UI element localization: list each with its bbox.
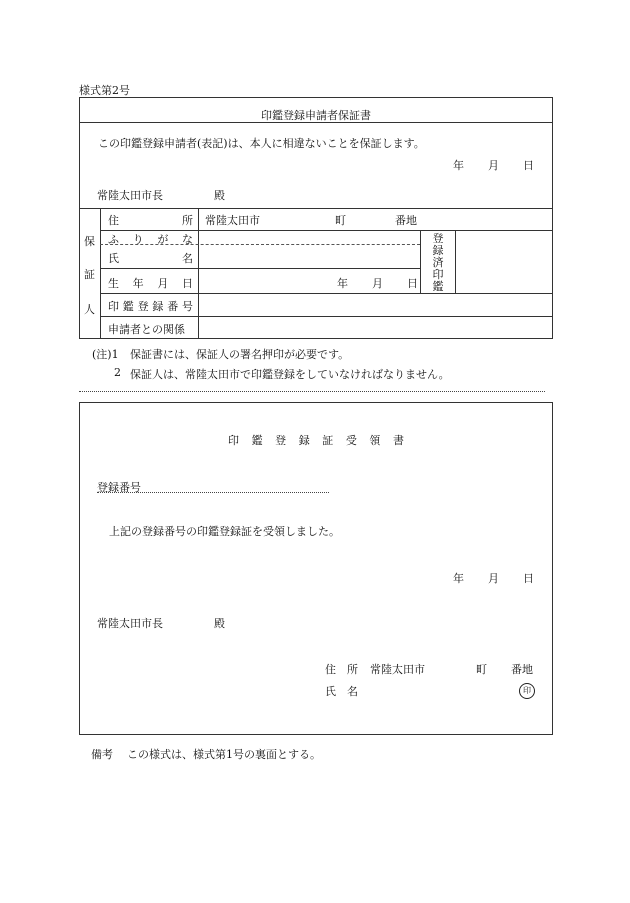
label-col-line <box>198 208 199 339</box>
seal-col-left-line <box>420 230 421 293</box>
table-top-line <box>79 208 553 209</box>
note-prefix: (注)1 <box>92 348 119 361</box>
receipt-date-month: 月 <box>488 572 499 585</box>
guarantee-addressee: 常陸太田市長 <box>97 189 163 202</box>
receipt-date-day: 日 <box>523 572 534 585</box>
receipt-name-label: 氏 名 <box>325 685 358 698</box>
address-city: 常陸太田市 <box>205 214 260 227</box>
birth-label: 生 年 月 日 <box>108 277 193 290</box>
receipt-addressee: 常陸太田市長 <box>97 617 163 630</box>
birth-day-unit: 日 <box>407 277 418 290</box>
seal-reg-no-label: 印 鑑 登 録 番 号 <box>108 300 193 313</box>
seal-col-right-line <box>455 230 456 293</box>
furigana-label: ふ り が な <box>108 233 193 246</box>
guarantor-label-2: 証 <box>84 268 95 281</box>
receipt-address-city: 常陸太田市 <box>370 663 425 676</box>
name-row-line <box>100 268 420 269</box>
address-town: 町 <box>335 214 346 227</box>
seal-mark-icon: 印 <box>519 683 535 699</box>
reg-no-label: 登録番号 <box>97 481 141 494</box>
receipt-title: 印 鑑 登 録 証 受 領 書 <box>228 434 404 447</box>
address-label: 住 所 <box>108 214 193 227</box>
regno-row-line <box>100 316 553 317</box>
birth-row-line <box>100 293 553 294</box>
reg-no-underline <box>97 492 329 493</box>
note-2: 保証人は、常陸太田市で印鑑登録をしていなければなりません。 <box>130 368 450 381</box>
name-label: 氏 名 <box>108 252 193 265</box>
remark-text: この様式は、様式第1号の裏面とする。 <box>127 748 321 761</box>
receipt-honorific: 殿 <box>214 617 225 630</box>
receipt-address-banchi: 番地 <box>511 663 533 676</box>
guarantee-date-month: 月 <box>488 159 499 172</box>
guarantee-title: 印鑑登録申請者保証書 <box>261 109 371 122</box>
birth-month-unit: 月 <box>372 277 383 290</box>
form-number: 様式第2号 <box>79 84 130 97</box>
receipt-address-town: 町 <box>476 663 487 676</box>
guarantor-label-1: 保 <box>84 235 95 248</box>
guarantee-date-day: 日 <box>523 159 534 172</box>
guarantee-statement: この印鑑登録申請者(表記)は、本人に相違ないことを保証します。 <box>98 137 425 150</box>
address-banchi: 番地 <box>395 214 417 227</box>
title-divider <box>79 122 553 123</box>
birth-year-unit: 年 <box>337 277 348 290</box>
guarantor-label-3: 人 <box>84 303 95 316</box>
receipt-date-year: 年 <box>453 572 464 585</box>
receipt-address-label: 住 所 <box>325 663 358 676</box>
note-2-number: 2 <box>114 366 121 379</box>
receipt-statement: 上記の登録番号の印鑑登録証を受領しました。 <box>109 525 340 538</box>
registered-seal-label: 登録済印鑑 <box>432 232 444 293</box>
receipt-form <box>79 402 553 735</box>
cut-line <box>79 391 545 392</box>
guarantee-honorific: 殿 <box>214 189 225 202</box>
guarantee-date-year: 年 <box>453 159 464 172</box>
guarantor-col-line <box>100 208 101 339</box>
remark-label: 備考 <box>91 748 113 761</box>
note-1: 保証書には、保証人の署名押印が必要です。 <box>130 348 350 361</box>
relation-label: 申請者との関係 <box>108 323 185 336</box>
